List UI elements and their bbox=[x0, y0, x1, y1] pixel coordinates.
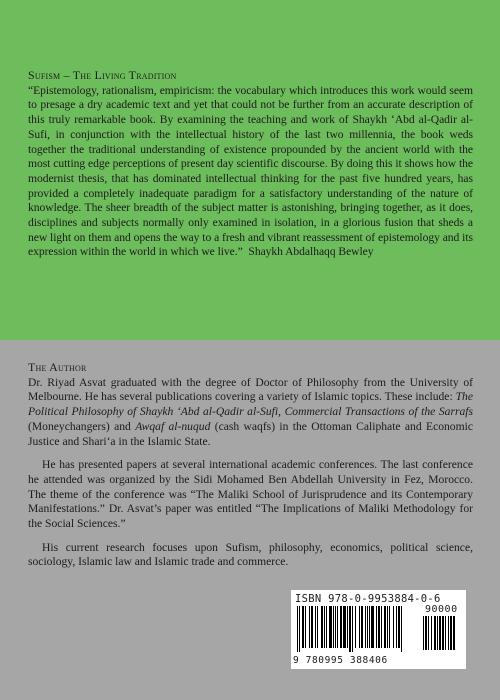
isbn-barcode bbox=[291, 590, 466, 669]
author-paragraph-2: He has presented papers at several international academic conferences. The last conference he attended was organized by the Sidi Mohamed Ben Abdellah University in Fez, Morocco. The theme of the conference was “The Maliki School of Jurisprudence and its Contemporary Manifestations.” Dr. Asvat’s paper was entitled “The Implications of Maliki Methodology for the Social Sciences.” bbox=[28, 458, 473, 531]
author-p1-sep: , bbox=[278, 405, 285, 419]
price-barcode-bars bbox=[423, 616, 461, 654]
publication-title-3: Awqaf al-nuqud bbox=[135, 419, 211, 433]
price-code: 90000 bbox=[425, 604, 458, 615]
blurb-text bbox=[28, 84, 473, 260]
blurb-title: Sufism – The Living Tradition bbox=[28, 68, 177, 82]
publication-title-2: Commercial Transactions of the Sarrafs bbox=[284, 405, 473, 419]
review-blurb bbox=[28, 68, 473, 260]
author-heading: The Author bbox=[28, 360, 87, 374]
author-p1-mid: (Moneychangers) and bbox=[28, 419, 136, 433]
author-p1-end: (cash waqfs) in the Ottoman Caliphate and Economic Justice and Shari‘a in the Islamic State. bbox=[28, 419, 473, 448]
blurb-quote: “Epistemology, rationalism, empiricism: the vocabulary which introduces this work would seem to presage a dry academic text and yet that could not be further from an accurate description of this truly remarkable book. By examining the teaching and work of Shaykh ‘Abd al-Qadir al-Sufi, in conjunction with the intellectual history of the last two millennia, the book weds together the traditional understanding of existence propounded by the ancient world with the most cutting edge perceptions of present day scientific discourse. By doing this it shows how the modernist thesis, that has dominated intellectual thinking for the past five hundred years, has provided a completely inadequate paradigm for a satisfactory understanding of the nature of knowledge. The sheer breadth of the subject matter is astonishing, bringing together, as it does, disciplines and subjects normally only examined in isolation, in a glorious fusion that sheds a new light on them and opens the way to a fresh and vibrant reassessment of epistemology and its expression within the world in which we live.” bbox=[28, 83, 473, 259]
ean-barcode-bars bbox=[297, 606, 417, 656]
author-p1-text: Dr. Riyad Asvat graduated with the degree of Doctor of Philosophy from the University of Melbourne. He has several publications covering a variety of Islamic topics. These include: bbox=[28, 375, 473, 404]
author-section bbox=[28, 360, 473, 579]
blurb-attribution: Shaykh Abdalhaqq Bewley bbox=[248, 245, 374, 259]
isbn-label: ISBN 978-0-9953884-0-6 bbox=[295, 593, 441, 605]
author-paragraph-1 bbox=[28, 376, 473, 450]
author-paragraph-3: His current research focuses upon Sufism, philosophy, economics, political science, sociology, Islamic law and Islamic trade and commerce. bbox=[28, 540, 473, 569]
publication-title-1: The Political Philosophy of Shaykh ‘Abd al-Qadir al-Sufi bbox=[28, 390, 473, 419]
barcode-digits: 9 780995 388406 bbox=[293, 655, 388, 666]
